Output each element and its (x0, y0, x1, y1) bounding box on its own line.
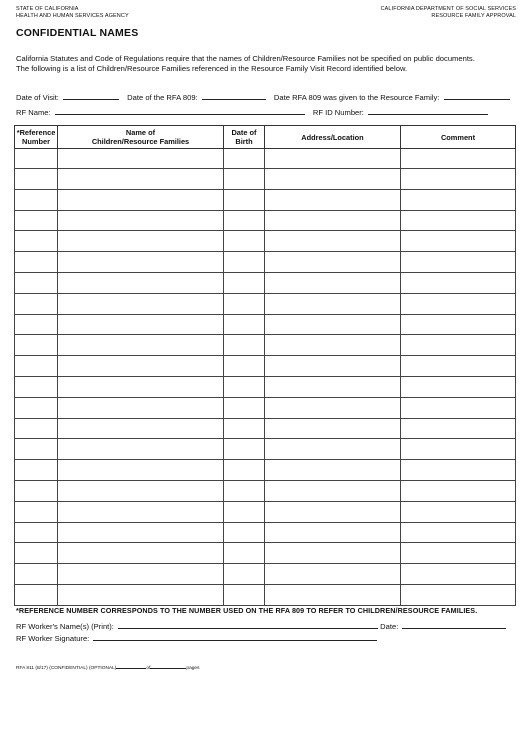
table-row (15, 522, 516, 543)
dob-cell[interactable] (224, 460, 265, 481)
dob-cell[interactable] (224, 584, 265, 605)
comment-cell[interactable] (401, 460, 516, 481)
name-cell[interactable] (58, 210, 224, 231)
name-cell[interactable] (58, 169, 224, 190)
reference-cell[interactable] (15, 293, 58, 314)
intro-line-1: California Statutes and Code of Regulations require that the names of Children/Resource Families not be specified on public documents. (16, 54, 475, 63)
name-cell[interactable] (58, 418, 224, 439)
address-cell[interactable] (265, 335, 401, 356)
name-cell[interactable] (58, 356, 224, 377)
dob-cell[interactable] (224, 252, 265, 273)
worker-name-field[interactable] (118, 620, 378, 629)
header-agency-name: HEALTH AND HUMAN SERVICES AGENCY (16, 13, 129, 19)
reference-cell[interactable] (15, 584, 58, 605)
col-header-comment: Comment (401, 126, 516, 149)
worker-signature-row (16, 632, 377, 643)
comment-cell[interactable] (401, 272, 516, 293)
address-cell[interactable] (265, 356, 401, 377)
reference-cell[interactable] (15, 418, 58, 439)
dob-cell[interactable] (224, 149, 265, 169)
rf-name-field[interactable] (55, 106, 305, 115)
comment-cell[interactable] (401, 522, 516, 543)
comment-cell[interactable] (401, 564, 516, 585)
table-row (15, 210, 516, 231)
name-cell[interactable] (58, 149, 224, 169)
comment-cell[interactable] (401, 169, 516, 190)
table-row (15, 169, 516, 190)
dob-cell[interactable] (224, 501, 265, 522)
reference-cell[interactable] (15, 564, 58, 585)
reference-cell[interactable] (15, 376, 58, 397)
form-id-footer (16, 663, 200, 671)
address-cell[interactable] (265, 314, 401, 335)
address-cell[interactable] (265, 252, 401, 273)
reference-cell[interactable] (15, 501, 58, 522)
comment-cell[interactable] (401, 231, 516, 252)
comment-cell[interactable] (401, 293, 516, 314)
reference-cell[interactable] (15, 480, 58, 501)
names-table (14, 125, 516, 606)
col-header-name-line1: Name of (125, 128, 156, 137)
name-cell[interactable] (58, 272, 224, 293)
dob-cell[interactable] (224, 397, 265, 418)
dob-cell[interactable] (224, 293, 265, 314)
name-cell[interactable] (58, 252, 224, 273)
page-number-field[interactable] (116, 663, 146, 669)
col-header-dob (224, 126, 265, 149)
dob-cell[interactable] (224, 272, 265, 293)
comment-cell[interactable] (401, 501, 516, 522)
dob-cell[interactable] (224, 480, 265, 501)
table-header-row (15, 126, 516, 149)
col-header-dob-line1: Date of (231, 128, 257, 137)
rf-row (16, 106, 488, 117)
dob-cell[interactable] (224, 564, 265, 585)
worker-name-row (16, 620, 506, 631)
table-row (15, 439, 516, 460)
table-row (15, 149, 516, 169)
date-given-field[interactable] (444, 91, 510, 100)
address-cell[interactable] (265, 543, 401, 564)
intro-text (16, 54, 516, 74)
comment-cell[interactable] (401, 189, 516, 210)
reference-cell[interactable] (15, 189, 58, 210)
dob-cell[interactable] (224, 543, 265, 564)
form-code: RFA 811 (8/17) (CONFIDENTIAL) (OPTIONAL) (16, 666, 117, 671)
table-row (15, 543, 516, 564)
comment-cell[interactable] (401, 335, 516, 356)
col-header-name-line2: Children/Resource Families (91, 137, 190, 146)
worker-signature-field[interactable] (93, 632, 377, 641)
dob-cell[interactable] (224, 356, 265, 377)
name-cell[interactable] (58, 231, 224, 252)
date-of-rfa809-label: Date of the RFA 809: (127, 93, 198, 102)
intro-line-2: The following is a list of Children/Resource Families referenced in the Resource Family Visit Record identified below. (16, 64, 408, 73)
header-department-name: CALIFORNIA DEPARTMENT OF SOCIAL SERVICES (380, 6, 516, 12)
table-row (15, 564, 516, 585)
rf-id-field[interactable] (368, 106, 488, 115)
address-cell[interactable] (265, 169, 401, 190)
header-department (381, 6, 516, 20)
reference-cell[interactable] (15, 272, 58, 293)
reference-cell[interactable] (15, 210, 58, 231)
col-header-address: Address/Location (265, 126, 401, 149)
name-cell[interactable] (58, 314, 224, 335)
address-cell[interactable] (265, 418, 401, 439)
reference-cell[interactable] (15, 335, 58, 356)
dob-cell[interactable] (224, 418, 265, 439)
reference-cell[interactable] (15, 522, 58, 543)
worker-name-label: RF Worker's Name(s) (Print): (16, 622, 114, 631)
name-cell[interactable] (58, 189, 224, 210)
table-row (15, 272, 516, 293)
reference-cell[interactable] (15, 169, 58, 190)
col-header-reference (15, 126, 58, 149)
address-cell[interactable] (265, 293, 401, 314)
dob-cell[interactable] (224, 522, 265, 543)
name-cell[interactable] (58, 543, 224, 564)
reference-cell[interactable] (15, 314, 58, 335)
name-cell[interactable] (58, 460, 224, 481)
address-cell[interactable] (265, 210, 401, 231)
date-of-visit-label: Date of Visit: (16, 93, 59, 102)
table-row (15, 376, 516, 397)
address-cell[interactable] (265, 149, 401, 169)
reference-footnote: *REFERENCE NUMBER CORRESPONDS TO THE NUMBER USED ON THE RFA 809 TO REFER TO CHILDREN/RESOURCE FAMILIES. (16, 606, 478, 615)
worker-signature-label: RF Worker Signature: (16, 634, 90, 643)
table-row (15, 397, 516, 418)
col-header-name (58, 126, 224, 149)
name-cell[interactable] (58, 522, 224, 543)
table-row (15, 252, 516, 273)
comment-cell[interactable] (401, 149, 516, 169)
comment-cell[interactable] (401, 252, 516, 273)
table-row (15, 231, 516, 252)
reference-cell[interactable] (15, 149, 58, 169)
name-cell[interactable] (58, 439, 224, 460)
name-cell[interactable] (58, 584, 224, 605)
address-cell[interactable] (265, 272, 401, 293)
comment-cell[interactable] (401, 584, 516, 605)
date-given-label: Date RFA 809 was given to the Resource Family: (273, 93, 440, 102)
table-body (15, 149, 516, 606)
comment-cell[interactable] (401, 356, 516, 377)
table-row (15, 418, 516, 439)
comment-cell[interactable] (401, 397, 516, 418)
dob-cell[interactable] (224, 314, 265, 335)
col-header-reference-line2: Number (22, 137, 50, 146)
rf-id-label: RF ID Number: (312, 108, 364, 117)
table-row (15, 501, 516, 522)
table-row (15, 314, 516, 335)
date-of-rfa809-field[interactable] (202, 91, 266, 100)
table-row (15, 335, 516, 356)
page-total-field[interactable] (150, 663, 186, 669)
address-cell[interactable] (265, 397, 401, 418)
address-cell[interactable] (265, 460, 401, 481)
dates-row (16, 91, 510, 102)
dob-cell[interactable] (224, 169, 265, 190)
form-pages-label: pages (186, 666, 200, 671)
address-cell[interactable] (265, 439, 401, 460)
header-agency (16, 6, 129, 20)
rf-name-label: RF Name: (16, 108, 51, 117)
address-cell[interactable] (265, 231, 401, 252)
address-cell[interactable] (265, 522, 401, 543)
name-cell[interactable] (58, 293, 224, 314)
reference-cell[interactable] (15, 439, 58, 460)
comment-cell[interactable] (401, 418, 516, 439)
address-cell[interactable] (265, 564, 401, 585)
reference-cell[interactable] (15, 543, 58, 564)
name-cell[interactable] (58, 376, 224, 397)
address-cell[interactable] (265, 189, 401, 210)
dob-cell[interactable] (224, 210, 265, 231)
col-header-dob-line2: Birth (235, 137, 253, 146)
dob-cell[interactable] (224, 189, 265, 210)
header-program-name: RESOURCE FAMILY APPROVAL (431, 13, 516, 19)
comment-cell[interactable] (401, 376, 516, 397)
reference-cell[interactable] (15, 252, 58, 273)
dob-cell[interactable] (224, 231, 265, 252)
name-cell[interactable] (58, 501, 224, 522)
comment-cell[interactable] (401, 543, 516, 564)
comment-cell[interactable] (401, 439, 516, 460)
form-of-label: of (146, 666, 151, 671)
table-row (15, 189, 516, 210)
name-cell[interactable] (58, 397, 224, 418)
header-state: STATE OF CALIFORNIA (16, 6, 79, 12)
reference-cell[interactable] (15, 460, 58, 481)
reference-cell[interactable] (15, 356, 58, 377)
table-row (15, 480, 516, 501)
worker-date-label: Date: (380, 622, 399, 631)
name-cell[interactable] (58, 564, 224, 585)
page-title: CONFIDENTIAL NAMES (16, 27, 139, 39)
name-cell[interactable] (58, 480, 224, 501)
comment-cell[interactable] (401, 314, 516, 335)
comment-cell[interactable] (401, 480, 516, 501)
date-of-visit-field[interactable] (63, 91, 119, 100)
address-cell[interactable] (265, 584, 401, 605)
reference-cell[interactable] (15, 231, 58, 252)
table-row (15, 356, 516, 377)
dob-cell[interactable] (224, 376, 265, 397)
address-cell[interactable] (265, 480, 401, 501)
name-cell[interactable] (58, 335, 224, 356)
dob-cell[interactable] (224, 335, 265, 356)
dob-cell[interactable] (224, 439, 265, 460)
col-header-reference-line1: *Reference (16, 128, 56, 137)
table-row (15, 293, 516, 314)
table-row (15, 584, 516, 605)
table-row (15, 460, 516, 481)
reference-cell[interactable] (15, 397, 58, 418)
address-cell[interactable] (265, 501, 401, 522)
comment-cell[interactable] (401, 210, 516, 231)
address-cell[interactable] (265, 376, 401, 397)
worker-date-field[interactable] (402, 620, 506, 629)
